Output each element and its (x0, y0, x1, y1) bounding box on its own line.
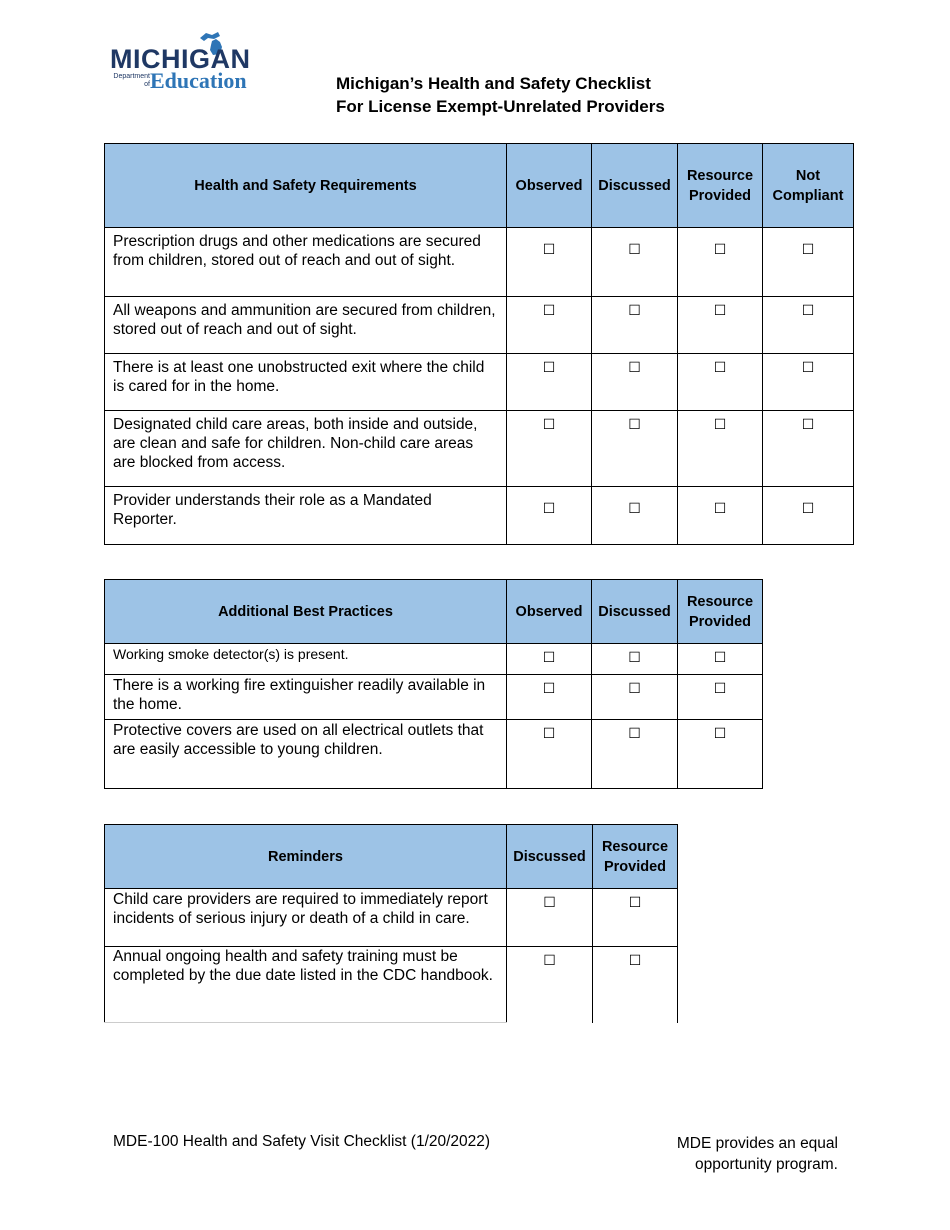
practice-text: There is a working fire extinguisher readily available in the home. (105, 675, 507, 720)
logo-department-text: Department of (113, 73, 150, 88)
table-row (105, 487, 854, 545)
column-header: Discussed (507, 825, 593, 889)
column-header: Resource Provided (678, 580, 763, 644)
reminders-table (104, 824, 678, 1023)
resource-provided-checkbox[interactable]: ☐ (678, 720, 763, 789)
discussed-checkbox[interactable]: ☐ (507, 947, 593, 1023)
requirement-text: Provider understands their role as a Mandated Reporter. (105, 487, 507, 545)
resource-provided-checkbox[interactable]: ☐ (678, 411, 763, 487)
not-compliant-checkbox[interactable]: ☐ (763, 354, 854, 411)
not-compliant-checkbox[interactable]: ☐ (763, 487, 854, 545)
column-header: Resource Provided (593, 825, 678, 889)
table-row (105, 297, 854, 354)
observed-checkbox[interactable]: ☐ (507, 487, 592, 545)
observed-checkbox[interactable]: ☐ (507, 675, 592, 720)
discussed-checkbox[interactable]: ☐ (592, 411, 678, 487)
table-row (105, 228, 854, 297)
reminder-text: Child care providers are required to immediately report incidents of serious injury or death of a child in care. (105, 889, 507, 947)
resource-provided-checkbox[interactable]: ☐ (678, 644, 763, 675)
michigan-education-logo (110, 30, 270, 94)
discussed-checkbox[interactable]: ☐ (592, 487, 678, 545)
not-compliant-checkbox[interactable]: ☐ (763, 297, 854, 354)
resource-provided-checkbox[interactable]: ☐ (593, 947, 678, 1023)
document-title (336, 72, 665, 118)
not-compliant-checkbox[interactable]: ☐ (763, 411, 854, 487)
observed-checkbox[interactable]: ☐ (507, 644, 592, 675)
practice-text: Protective covers are used on all electrical outlets that are easily accessible to young children. (105, 720, 507, 789)
table-row (105, 675, 763, 720)
discussed-checkbox[interactable]: ☐ (592, 228, 678, 297)
table-header-row (105, 580, 763, 644)
table-row (105, 354, 854, 411)
logo-michigan-text: MICHIGAN (110, 44, 251, 74)
column-header: Health and Safety Requirements (105, 144, 507, 228)
observed-checkbox[interactable]: ☐ (507, 411, 592, 487)
table-row (105, 889, 678, 947)
resource-provided-checkbox[interactable]: ☐ (678, 297, 763, 354)
not-compliant-checkbox[interactable]: ☐ (763, 228, 854, 297)
table-header-row (105, 144, 854, 228)
equal-opportunity-footer: MDE provides an equal opportunity program. (676, 1135, 838, 1173)
discussed-checkbox[interactable]: ☐ (507, 889, 593, 947)
resource-provided-checkbox[interactable]: ☐ (593, 889, 678, 947)
requirement-text: Prescription drugs and other medications are secured from children, stored out of reach and out of sight. (105, 228, 507, 297)
table-row (105, 947, 678, 1023)
observed-checkbox[interactable]: ☐ (507, 297, 592, 354)
column-header: Reminders (105, 825, 507, 889)
resource-provided-checkbox[interactable]: ☐ (678, 487, 763, 545)
discussed-checkbox[interactable]: ☐ (592, 644, 678, 675)
requirement-text: There is at least one unobstructed exit where the child is cared for in the home. (105, 354, 507, 411)
practice-text: Working smoke detector(s) is present. (105, 644, 507, 675)
requirement-text: Designated child care areas, both inside and outside, are clean and safe for children. Non-child care areas are blocked from access. (105, 411, 507, 487)
column-header: Discussed (592, 580, 678, 644)
logo-education-text: Education (150, 68, 247, 93)
table-row (105, 720, 763, 789)
resource-provided-checkbox[interactable]: ☐ (678, 354, 763, 411)
table-row (105, 644, 763, 675)
column-header: Observed (507, 580, 592, 644)
column-header: Resource Provided (678, 144, 763, 228)
table-row (105, 411, 854, 487)
discussed-checkbox[interactable]: ☐ (592, 675, 678, 720)
discussed-checkbox[interactable]: ☐ (592, 297, 678, 354)
observed-checkbox[interactable]: ☐ (507, 354, 592, 411)
column-header: Not Compliant (763, 144, 854, 228)
column-header: Observed (507, 144, 592, 228)
table-header-row (105, 825, 678, 889)
observed-checkbox[interactable]: ☐ (507, 720, 592, 789)
column-header: Additional Best Practices (105, 580, 507, 644)
column-header: Discussed (592, 144, 678, 228)
additional-best-practices-table (104, 579, 763, 789)
title-line-2: For License Exempt-Unrelated Providers (336, 97, 665, 116)
requirement-text: All weapons and ammunition are secured from children, stored out of reach and out of sight. (105, 297, 507, 354)
discussed-checkbox[interactable]: ☐ (592, 354, 678, 411)
form-id-footer: MDE-100 Health and Safety Visit Checklist (1/20/2022) (113, 1133, 491, 1150)
resource-provided-checkbox[interactable]: ☐ (678, 675, 763, 720)
observed-checkbox[interactable]: ☐ (507, 228, 592, 297)
health-safety-requirements-table (104, 143, 854, 545)
discussed-checkbox[interactable]: ☐ (592, 720, 678, 789)
reminder-text: Annual ongoing health and safety training must be completed by the due date listed in the CDC handbook. (105, 947, 507, 1023)
resource-provided-checkbox[interactable]: ☐ (678, 228, 763, 297)
title-line-1: Michigan’s Health and Safety Checklist (336, 74, 651, 93)
